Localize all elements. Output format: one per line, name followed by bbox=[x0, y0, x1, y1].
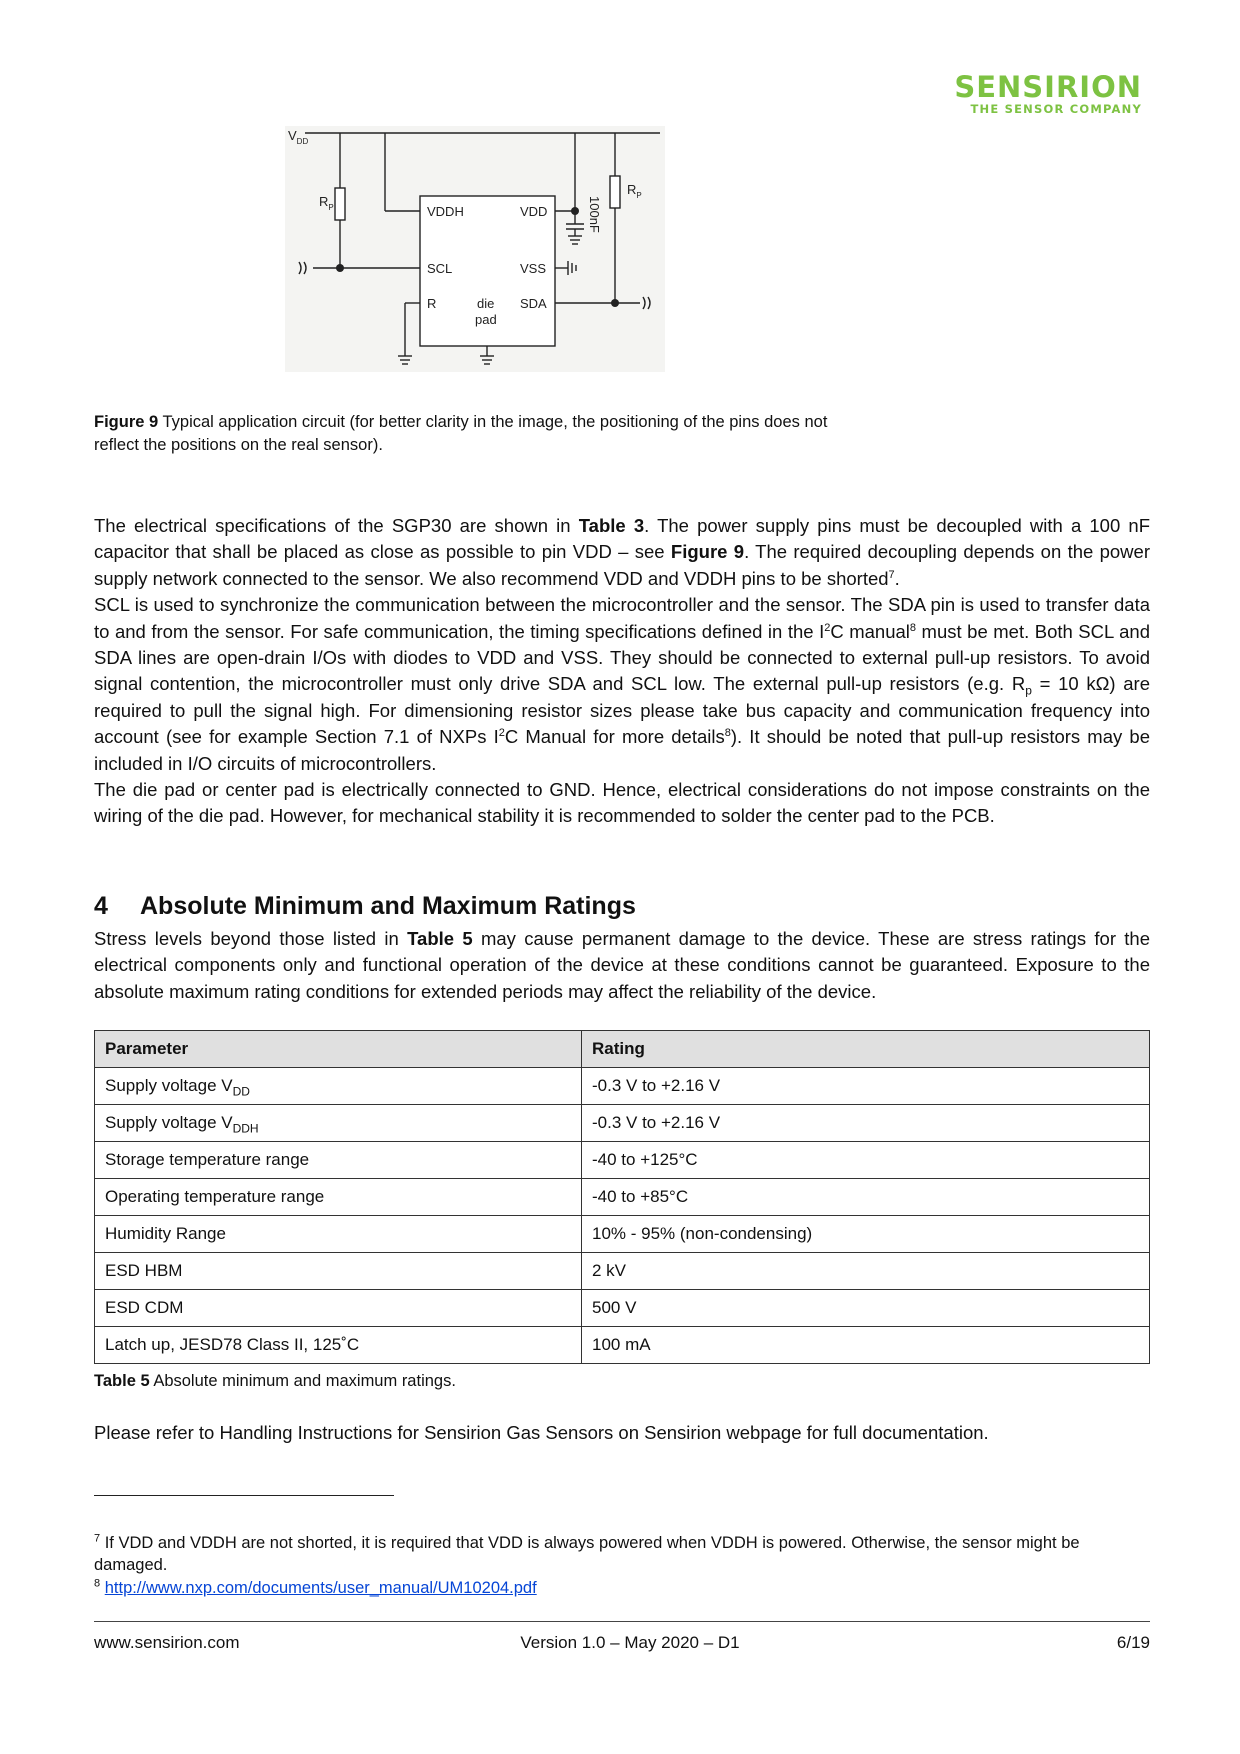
pin-r: R bbox=[427, 296, 437, 311]
figure-9-ref: Figure 9 bbox=[670, 541, 745, 563]
handling-note: Please refer to Handling Instructions for Sensirion Gas Sensors on Sensirion webpage for full documentation. bbox=[94, 1422, 989, 1443]
rating-cell: -40 to +125°C bbox=[582, 1142, 1150, 1179]
footer-website: www.sensirion.com bbox=[94, 1633, 240, 1652]
rating-cell: -0.3 V to +2.16 V bbox=[582, 1068, 1150, 1105]
die-label: die bbox=[477, 296, 495, 311]
table-row bbox=[95, 1179, 1150, 1216]
figure-caption-text-2: reflect the positions on the real sensor). bbox=[94, 436, 383, 454]
logo-tagline: THE SENSOR COMPANY bbox=[970, 102, 1142, 116]
pin-sda: SDA bbox=[520, 296, 547, 311]
logo-wordmark: SENSIRION bbox=[954, 70, 1142, 104]
capacitor-label: 100nF bbox=[587, 196, 602, 233]
vdd-rail-label: $V_{DD}$ bbox=[288, 128, 309, 146]
table-3-ref: Table 3 bbox=[578, 515, 645, 536]
paragraph-spec: The electrical specifications of the SGP30 are shown in Table 3. The power supply pins must be decoupled with a 100 nF capacitor that shall be placed as close as possible to pin VDD – see Figure 9. The required decoupling depends on the power supply network connected to the sensor. We also recommend VDD and VDDH pins to be shorted$^7$. bbox=[94, 515, 1150, 589]
footer-version: Version 1.0 – May 2020 – D1 bbox=[520, 1633, 740, 1652]
footer-divider bbox=[94, 1621, 1150, 1622]
paragraph-stress: Stress levels beyond those listed in Table 5 may cause permanent damage to the device. These are stress ratings for the electrical components only and functional operation of the device at these conditions cannot be guaranteed. Exposure to the absolute maximum rating conditions for extended periods may affect the reliability of the device. bbox=[94, 928, 1150, 1002]
application-circuit-diagram bbox=[285, 126, 665, 372]
section-intro bbox=[94, 926, 1150, 1005]
rating-cell: -40 to +85°C bbox=[582, 1179, 1150, 1216]
footer-page-number: 6/19 bbox=[1116, 1633, 1150, 1652]
rating-cell: 2 kV bbox=[582, 1253, 1150, 1290]
table-caption-text: Absolute minimum and maximum ratings. bbox=[149, 1372, 456, 1390]
pin-vss: VSS bbox=[520, 261, 547, 276]
param-cell: Humidity Range bbox=[95, 1216, 582, 1253]
section-title: Absolute Minimum and Maximum Ratings bbox=[140, 892, 636, 920]
rating-cell: 10% - 95% (non-condensing) bbox=[582, 1216, 1150, 1253]
table-5-ref: Table 5 bbox=[407, 928, 473, 949]
table-row bbox=[95, 1290, 1150, 1327]
electrical-spec-text bbox=[94, 513, 1150, 830]
paragraph-scl-sda: SCL is used to synchronize the communication between the microcontroller and the sensor. The SDA pin is used to transfer data to and from the sensor. For safe communication, the timing specifications defined in the $I^2C$ manual$^8$ must be met. Both SCL and SDA lines are open-drain I/Os with diodes to VDD and VSS. They should be connected to external pull-up resistors. To avoid signal contention, the microcontroller must only drive SDA and SCL low. The external pull-up resistors (e.g. $R_p = 10$ kΩ) are required to pull the signal high. For dimensioning resistor sizes please take bus capacity and communication frequency into account (see for example Section 7.1 of NXPs $I^2C$ Manual for more details$^8$). It should be noted that pull-up resistors may be included in I/O circuits of microcontrollers. bbox=[94, 594, 1150, 774]
param-cell: ESD CDM bbox=[95, 1290, 582, 1327]
section-number: 4 bbox=[94, 892, 108, 920]
rating-cell: -0.3 V to +2.16 V bbox=[582, 1105, 1150, 1142]
table-row bbox=[95, 1216, 1150, 1253]
param-cell: Supply voltage $V_{DD}$ bbox=[95, 1068, 582, 1105]
figure-label: Figure 9 bbox=[94, 413, 159, 431]
table-caption bbox=[94, 1370, 894, 1393]
paragraph-die-pad: The die pad or center pad is electrically connected to GND. Hence, electrical considerations do not impose constraints on the wiring of the die pad. However, for mechanical stability it is recommended to solder the center pad to the PCB. bbox=[94, 779, 1150, 827]
param-cell: Supply voltage $V_{DDH}$ bbox=[95, 1105, 582, 1142]
table-row bbox=[95, 1327, 1150, 1364]
pin-scl: SCL bbox=[427, 261, 453, 276]
rating-cell: 100 mA bbox=[582, 1327, 1150, 1364]
figure-caption-text: Typical application circuit (for better clarity in the image, the positioning of the pins does not bbox=[158, 413, 828, 431]
rating-cell: 500 V bbox=[582, 1290, 1150, 1327]
table-row bbox=[95, 1068, 1150, 1105]
pin-vdd: VDD bbox=[520, 204, 548, 219]
footnote-8: $^8$ http://www.nxp.com/documents/user_manual/UM10204.pdf bbox=[94, 1577, 537, 1597]
footnote-7: $^7$ If VDD and VDDH are not shorted, it is required that VDD is always powered when VDDH is powered. Otherwise, the sensor might be damaged. bbox=[94, 1532, 1080, 1574]
header-rating: Rating bbox=[582, 1031, 1150, 1068]
table-caption-label: Table 5 bbox=[94, 1372, 150, 1390]
header-parameter: Parameter bbox=[95, 1031, 582, 1068]
param-cell: Operating temperature range bbox=[95, 1179, 582, 1216]
ratings-table bbox=[94, 1030, 1150, 1364]
pad-label: pad bbox=[475, 312, 497, 327]
param-cell: Storage temperature range bbox=[95, 1142, 582, 1179]
rp-left-label: $R_P$ bbox=[319, 194, 334, 212]
rp-right-label: $R_P$ bbox=[627, 182, 642, 200]
nxp-manual-link[interactable]: http://www.nxp.com/documents/user_manual/UM10204.pdf bbox=[104, 1579, 537, 1597]
figure-caption bbox=[94, 411, 894, 457]
sensirion-logo bbox=[906, 72, 1142, 116]
table-row bbox=[95, 1253, 1150, 1290]
param-cell: Latch up, JESD78 Class II, 125˚C bbox=[95, 1327, 582, 1364]
footnote-divider bbox=[94, 1495, 394, 1496]
pin-vddh: VDDH bbox=[427, 204, 464, 219]
table-row bbox=[95, 1105, 1150, 1142]
section-heading bbox=[94, 892, 636, 921]
table-row bbox=[95, 1142, 1150, 1179]
param-cell: ESD HBM bbox=[95, 1253, 582, 1290]
table-header-row bbox=[95, 1031, 1150, 1068]
